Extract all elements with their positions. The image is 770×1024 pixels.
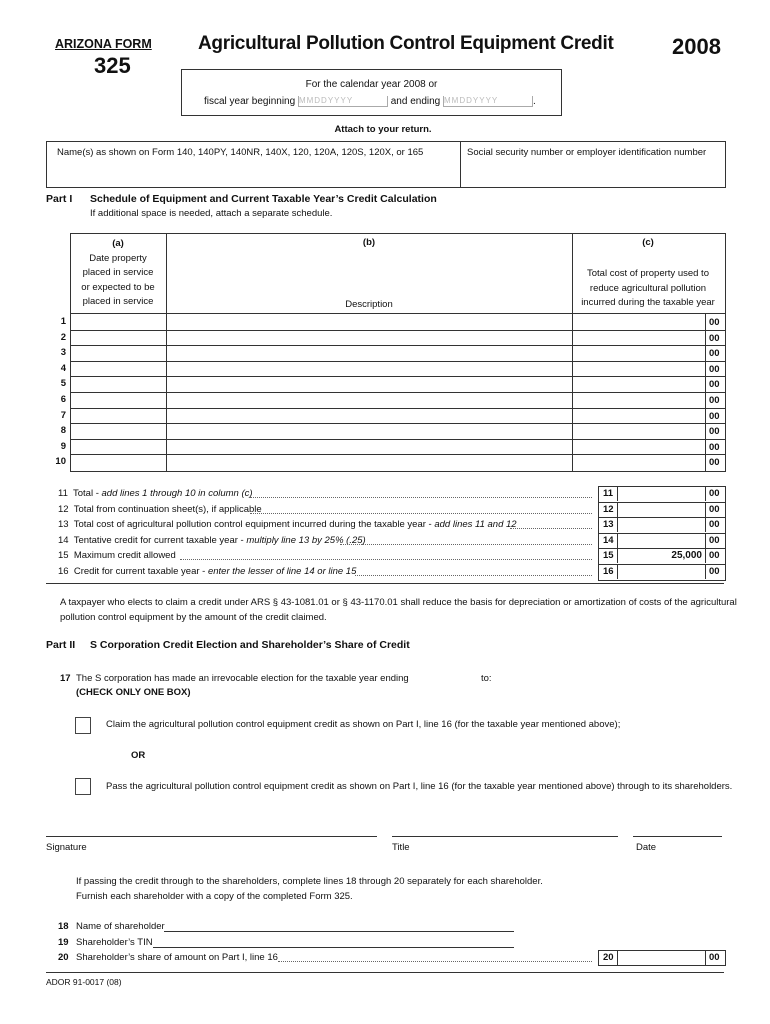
description-field[interactable]	[167, 362, 571, 376]
pass-through-checkbox[interactable]	[75, 778, 91, 795]
cents-label: 00	[709, 317, 720, 328]
line-13: 13 Total cost of agricultural pollution control equipment incurred during the taxable year - add lines 11 and 12	[58, 519, 517, 531]
pass-through-option: Pass the agricultural pollution control equipment credit as shown on Part I, line 16 (for the taxable year mentioned above) through to its shareholders.	[106, 781, 733, 792]
line17-number: 17	[60, 673, 71, 684]
line-cents: 00	[709, 566, 720, 577]
line20-cents: 00	[709, 952, 720, 963]
form-footer-id: ADOR 91-0017 (08)	[46, 977, 122, 987]
cost-field[interactable]	[573, 346, 704, 360]
date-placed-field[interactable]	[71, 315, 165, 329]
description-field[interactable]	[167, 409, 571, 423]
line-box-number: 14	[603, 534, 614, 546]
line17-to: to:	[481, 673, 492, 684]
date-placed-field[interactable]	[71, 393, 165, 407]
fiscal-begin-date-field[interactable]: MMDDYYYY	[298, 96, 388, 107]
row-number: 5	[60, 378, 66, 390]
line-12: 12 Total from continuation sheet(s), if applicable	[58, 503, 262, 515]
cents-label: 00	[709, 379, 720, 391]
row-number: 9	[60, 440, 66, 452]
fiscal-year-line	[204, 96, 536, 107]
line20-label: Shareholder’s share of amount on Part I, line 16	[76, 952, 278, 963]
date-placed-field[interactable]	[71, 409, 165, 423]
line17-year-end-field[interactable]	[404, 672, 476, 684]
cost-field[interactable]	[573, 377, 704, 391]
title-line[interactable]	[392, 836, 618, 837]
name-input[interactable]	[47, 155, 459, 185]
ssn-input[interactable]	[461, 155, 723, 185]
name-field-label: Name(s) as shown on Form 140, 140PY, 140NR, 140X, 120, 120A, 120S, 120X, or 165	[57, 147, 424, 158]
line-box-number: 12	[603, 503, 614, 515]
line19-number: 19	[58, 937, 69, 948]
line19-label: Shareholder’s TIN	[76, 937, 153, 948]
line20-box-number: 20	[603, 952, 614, 963]
line-box-number: 13	[603, 519, 614, 531]
date-placed-field[interactable]	[71, 440, 165, 454]
tax-period-box	[181, 69, 562, 116]
line20-amount-field[interactable]	[618, 951, 704, 964]
shareholder-tin-field[interactable]	[153, 947, 514, 948]
title-label: Title	[392, 842, 410, 853]
col-c-header: Total cost of property used to reduce agricultural pollution incurred during the taxable year	[581, 268, 715, 308]
signature-line[interactable]	[46, 836, 377, 837]
line-cents: 00	[709, 503, 720, 515]
line18-label: Name of shareholder	[76, 921, 165, 932]
row-number: 1	[60, 316, 66, 327]
calendar-year-text: For the calendar year 2008 or	[305, 79, 438, 90]
date-placed-field[interactable]	[71, 455, 165, 469]
cost-field[interactable]	[573, 362, 704, 376]
date-placed-field[interactable]	[71, 424, 165, 438]
line18-number: 18	[58, 921, 69, 932]
form-title: Agricultural Pollution Control Equipment Credit	[198, 33, 614, 54]
cents-label: 00	[709, 363, 720, 375]
cost-field[interactable]	[573, 331, 704, 345]
col-c-letter: (c)	[642, 237, 654, 248]
description-field[interactable]	[167, 315, 571, 329]
fiscal-end-label: and ending	[390, 96, 441, 108]
form-year: 2008	[672, 34, 721, 59]
part2-label: Part II	[46, 639, 76, 651]
line-box-number: 15	[603, 550, 614, 562]
signature-label: Signature	[46, 842, 87, 853]
cents-label: 00	[709, 441, 720, 453]
line-box-number: 16	[603, 566, 614, 577]
description-field[interactable]	[167, 346, 571, 360]
date-placed-field[interactable]	[71, 377, 165, 391]
description-field[interactable]	[167, 455, 571, 469]
form-number: 325	[94, 53, 131, 78]
cents-label: 00	[709, 457, 720, 469]
line-cents: 00	[709, 519, 720, 531]
fiscal-end-date-field[interactable]: MMDDYYYY	[443, 96, 533, 107]
cents-label: 00	[709, 348, 720, 360]
line-11: 11 Total - add lines 1 through 10 in column (c)	[58, 488, 253, 499]
claim-credit-option: Claim the agricultural pollution control equipment credit as shown on Part I, line 16 (for the taxable year mentioned above);	[106, 719, 621, 730]
line-cents: 00	[709, 488, 720, 499]
row-number: 8	[60, 425, 66, 437]
cost-field[interactable]	[573, 409, 704, 423]
cost-field[interactable]	[573, 393, 704, 407]
date-line[interactable]	[633, 836, 722, 837]
cost-field[interactable]	[573, 315, 704, 329]
pass-through-instructions-1: If passing the credit through to the shareholders, complete lines 18 through 20 separately for each shareholder.	[76, 876, 543, 887]
date-placed-field[interactable]	[71, 346, 165, 360]
basis-notice-line1: A taxpayer who elects to claim a credit under ARS § 43-1081.01 or § 43-1170.01 shall reduce the basis for depreciation or amortization of costs of the agricultural	[60, 597, 737, 608]
col-b-letter: (b)	[362, 237, 376, 248]
row-number: 6	[60, 394, 66, 405]
col-a-header: (a) Date property placed in service or expected to be placed in service	[81, 238, 155, 307]
date-label: Date	[636, 842, 657, 853]
cost-field[interactable]	[573, 455, 704, 469]
cents-label: 00	[709, 332, 720, 344]
description-field[interactable]	[167, 377, 571, 391]
row-number: 4	[60, 362, 66, 374]
line17-text: The S corporation has made an irrevocable election for the taxable year ending	[76, 673, 409, 684]
description-field[interactable]	[167, 331, 571, 345]
shareholder-name-field[interactable]	[164, 931, 514, 932]
part1-title: Schedule of Equipment and Current Taxable Year’s Credit Calculation	[90, 193, 437, 205]
cost-field[interactable]	[573, 440, 704, 454]
row-number: 10	[55, 456, 66, 468]
line-cents: 00	[709, 534, 720, 546]
fiscal-begin-label: fiscal year beginning	[204, 96, 296, 108]
or-separator: OR	[131, 750, 146, 761]
row-number: 2	[60, 331, 66, 343]
period-dot: .	[533, 96, 536, 108]
date-placed-field[interactable]	[71, 362, 165, 376]
form-label: ARIZONA FORM	[55, 37, 152, 51]
part1-label: Part I	[46, 193, 73, 205]
line-14: 14 Tentative credit for current taxable year - multiply line 13 by 25% (.25)	[58, 534, 366, 546]
description-field[interactable]	[167, 440, 571, 454]
description-field[interactable]	[167, 424, 571, 438]
line-cents: 00	[709, 550, 720, 562]
date-placed-field[interactable]	[71, 331, 165, 345]
basis-notice-line2: pollution control equipment by the amount of the credit claimed.	[60, 612, 327, 623]
cents-label: 00	[709, 410, 720, 422]
cents-label: 00	[709, 395, 720, 406]
line-amount-field[interactable]: 25,000	[671, 550, 702, 562]
ssn-field-label: Social security number or employer identification number	[467, 147, 707, 158]
claim-credit-checkbox[interactable]	[75, 717, 91, 734]
line20-number: 20	[58, 952, 69, 963]
part2-title: S Corporation Credit Election and Shareholder’s Share of Credit	[90, 639, 410, 651]
line-15: 15 Maximum credit allowed	[58, 550, 176, 562]
line-box-number: 11	[603, 488, 614, 499]
attach-note: Attach to your return.	[334, 124, 432, 135]
cents-label: 00	[709, 426, 720, 438]
check-one-note: (CHECK ONLY ONE BOX)	[76, 687, 191, 698]
col-b-header: Description	[345, 299, 393, 310]
row-number: 3	[60, 347, 66, 359]
part1-note: If additional space is needed, attach a separate schedule.	[90, 208, 333, 219]
pass-through-instructions-2: Furnish each shareholder with a copy of the completed Form 325.	[76, 891, 353, 902]
cost-field[interactable]	[573, 424, 704, 438]
row-number: 7	[60, 409, 66, 421]
description-field[interactable]	[167, 393, 571, 407]
line-16: 16 Credit for current taxable year - enter the lesser of line 14 or line 15	[58, 566, 357, 577]
